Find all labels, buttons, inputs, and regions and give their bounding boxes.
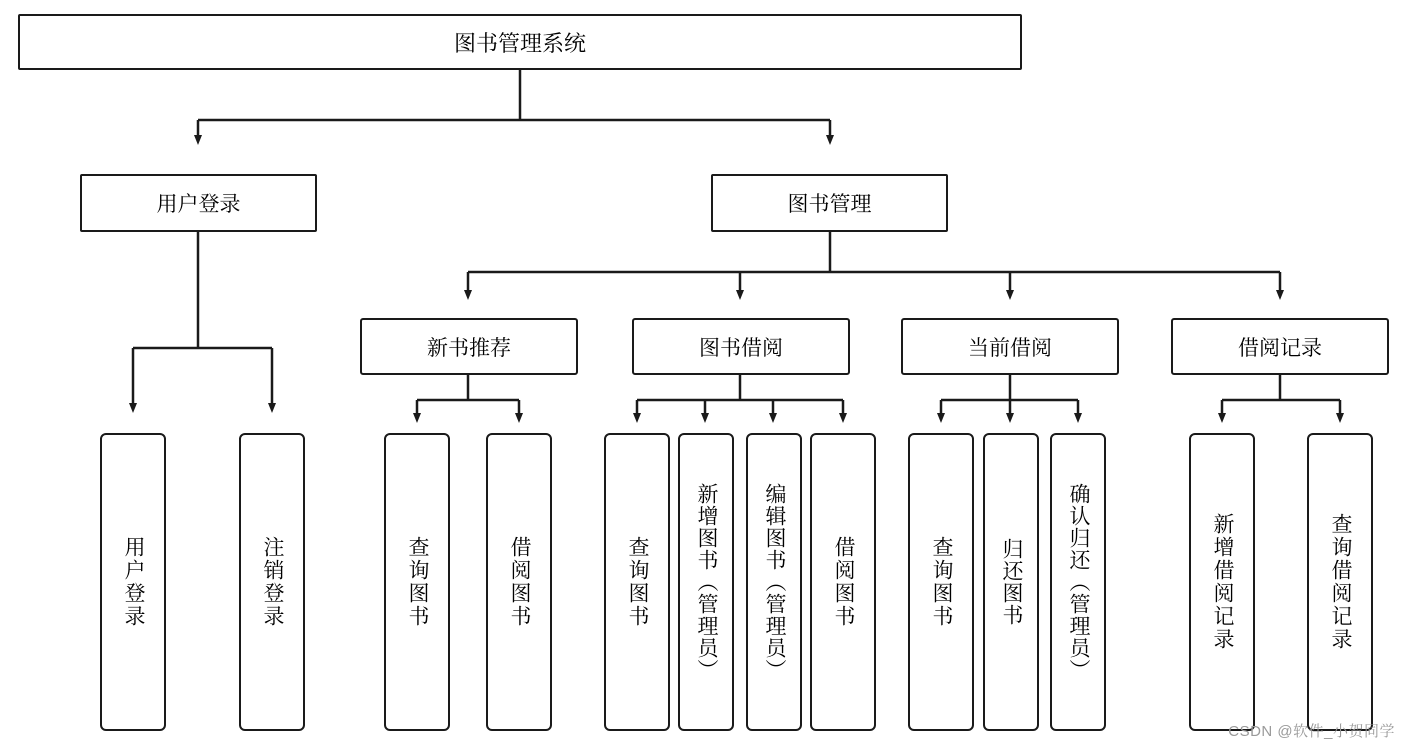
leaf-add-book-admin[interactable] — [678, 433, 734, 731]
node-new-book-recommend-label: 新书推荐 — [427, 336, 511, 360]
node-book-borrow-label: 图书借阅 — [699, 336, 783, 360]
node-new-book-recommend[interactable] — [360, 318, 578, 375]
leaf-logout-label: 注销登录 — [261, 536, 285, 628]
leaf-borrow-book-1[interactable] — [486, 433, 552, 731]
leaf-query-book-3-label: 查询图书 — [930, 536, 954, 628]
node-borrow-records-label: 借阅记录 — [1238, 336, 1322, 360]
node-book-management-label: 图书管理 — [787, 193, 872, 216]
node-root-label: 图书管理系统 — [453, 30, 586, 56]
node-user-login-label: 用户登录 — [156, 193, 241, 216]
leaf-borrow-book-1-label: 借阅图书 — [508, 536, 532, 628]
leaf-confirm-return-admin-label: 确认归还（管理员） — [1067, 483, 1091, 681]
node-root[interactable] — [18, 14, 1022, 70]
leaf-borrow-book-2-label: 借阅图书 — [832, 536, 856, 628]
node-current-borrow[interactable] — [901, 318, 1119, 375]
leaf-user-login[interactable] — [100, 433, 166, 731]
leaf-edit-book-admin[interactable] — [746, 433, 802, 731]
leaf-query-borrow-record-label: 查询借阅记录 — [1329, 513, 1353, 651]
leaf-user-login-label: 用户登录 — [122, 536, 146, 628]
leaf-query-book-2-label: 查询图书 — [626, 536, 650, 628]
node-book-borrow[interactable] — [632, 318, 850, 375]
leaf-query-book-1-label: 查询图书 — [406, 536, 430, 628]
node-borrow-records[interactable] — [1171, 318, 1389, 375]
leaf-query-book-3[interactable] — [908, 433, 974, 731]
leaf-add-borrow-record[interactable] — [1189, 433, 1255, 731]
node-book-management[interactable] — [711, 174, 948, 232]
leaf-confirm-return-admin[interactable] — [1050, 433, 1106, 731]
leaf-query-book-1[interactable] — [384, 433, 450, 731]
leaf-query-book-2[interactable] — [604, 433, 670, 731]
leaf-return-book[interactable] — [983, 433, 1039, 731]
leaf-query-borrow-record[interactable] — [1307, 433, 1373, 731]
node-current-borrow-label: 当前借阅 — [968, 336, 1052, 360]
leaf-add-borrow-record-label: 新增借阅记录 — [1211, 513, 1235, 651]
watermark: CSDN @软件_小贺同学 — [1228, 723, 1395, 740]
leaf-edit-book-admin-label: 编辑图书（管理员） — [763, 483, 787, 681]
leaf-add-book-admin-label: 新增图书（管理员） — [695, 483, 719, 681]
leaf-return-book-label: 归还图书 — [1000, 538, 1024, 626]
node-user-login[interactable] — [80, 174, 317, 232]
leaf-logout[interactable] — [239, 433, 305, 731]
leaf-borrow-book-2[interactable] — [810, 433, 876, 731]
